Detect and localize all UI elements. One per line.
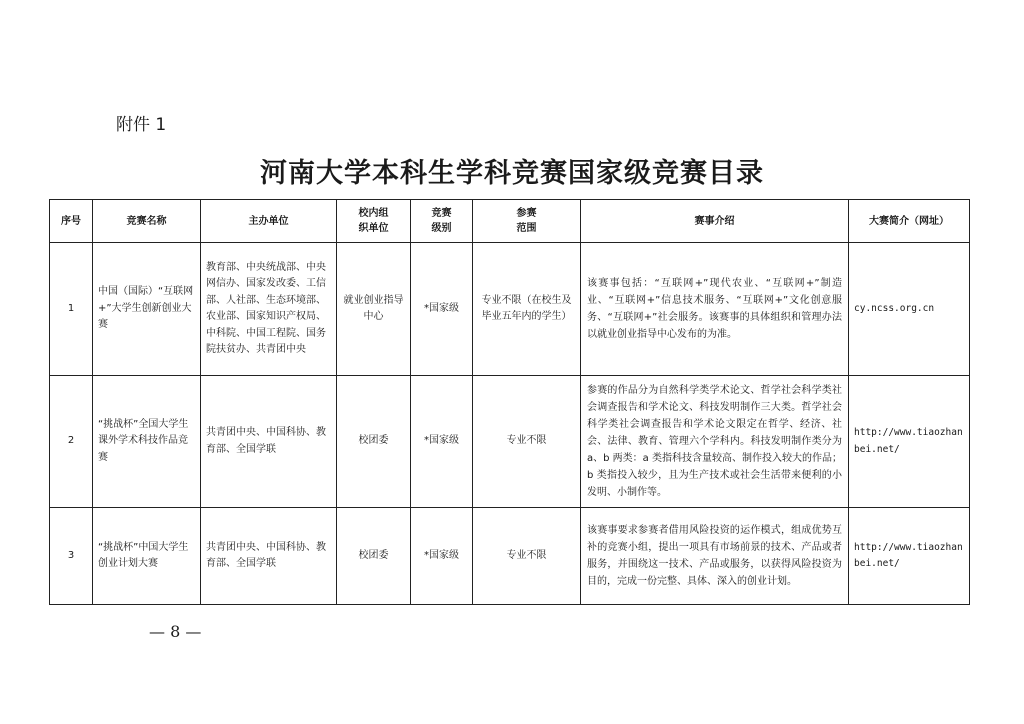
table-row [50,376,970,508]
row-index: 2 [50,376,93,508]
row-scope: 专业不限（在校生及毕业五年内的学生） [473,243,581,376]
row-name: “挑战杯”中国大学生创业计划大赛 [93,508,201,605]
header-scope-line2: 范围 [516,223,537,234]
row-scope: 专业不限 [473,508,581,605]
header-scope-line1: 参赛 [516,208,537,219]
header-intro: 赛事介绍 [581,200,849,243]
page-number: — 8 — [149,622,202,641]
row-url: http://www.tiaozhanbei.net/ [849,376,970,508]
row-url: http://www.tiaozhanbei.net/ [849,508,970,605]
row-intro: 参赛的作品分为自然科学类学术论文、哲学社会科学类社会调查报告和学术论文、科技发明制作三大类。哲学社会科学类社会调查报告和学术论文限定在哲学、经济、社会、法律、教育、管理六个学科内。科技发明制作类分为 a、b 两类：a 类指科技含量较高、制作投入较大的作品；b 类指投入较少，且为生产技术或社会生活带来便利的小发明、小制作等。 [581,376,849,508]
row-host: 共青团中央、中国科协、教育部、全国学联 [201,508,337,605]
competition-table [49,199,970,605]
row-name: 中国（国际）“互联网+”大学生创新创业大赛 [93,243,201,376]
row-host: 共青团中央、中国科协、教育部、全国学联 [201,376,337,508]
row-org: 校团委 [337,376,411,508]
table-row [50,243,970,376]
row-intro: 该赛事包括：“互联网+”现代农业、“互联网+”制造业、“互联网+”信息技术服务、“互联网+”文化创意服务、“互联网+”社会服务。该赛事的具体组织和管理办法以就业创业指导中心发布的为准。 [581,243,849,376]
row-index: 1 [50,243,93,376]
header-scope [473,200,581,243]
row-level: *国家级 [411,508,473,605]
row-level: *国家级 [411,376,473,508]
row-intro: 该赛事要求参赛者借用风险投资的运作模式，组成优势互补的竞赛小组，提出一项具有市场前景的技术、产品或者服务，并围绕这一技术、产品或服务，以获得风险投资为目的，完成一份完整、具体、深入的创业计划。 [581,508,849,605]
header-level-line1: 竞赛 [431,208,452,219]
attachment-label: 附件 1 [116,115,167,135]
row-org: 就业创业指导中心 [337,243,411,376]
header-org-line1: 校内组 [358,208,389,219]
header-url: 大赛简介（网址） [849,200,970,243]
header-host: 主办单位 [201,200,337,243]
header-level [411,200,473,243]
header-org-line2: 织单位 [358,223,389,234]
header-org [337,200,411,243]
header-index: 序号 [50,200,93,243]
table-row [50,508,970,605]
row-host: 教育部、中央统战部、中央网信办、国家发改委、工信部、人社部、生态环境部、农业部、国家知识产权局、中科院、中国工程院、国务院扶贫办、共青团中央 [201,243,337,376]
row-name: “挑战杯”全国大学生课外学术科技作品竞赛 [93,376,201,508]
row-level: *国家级 [411,243,473,376]
row-scope: 专业不限 [473,376,581,508]
row-url: cy.ncss.org.cn [849,243,970,376]
table-header-row [50,200,970,243]
row-org: 校团委 [337,508,411,605]
row-index: 3 [50,508,93,605]
header-name: 竞赛名称 [93,200,201,243]
document-title: 河南大学本科生学科竞赛国家级竞赛目录 [260,158,764,189]
header-level-line2: 级别 [431,223,452,234]
